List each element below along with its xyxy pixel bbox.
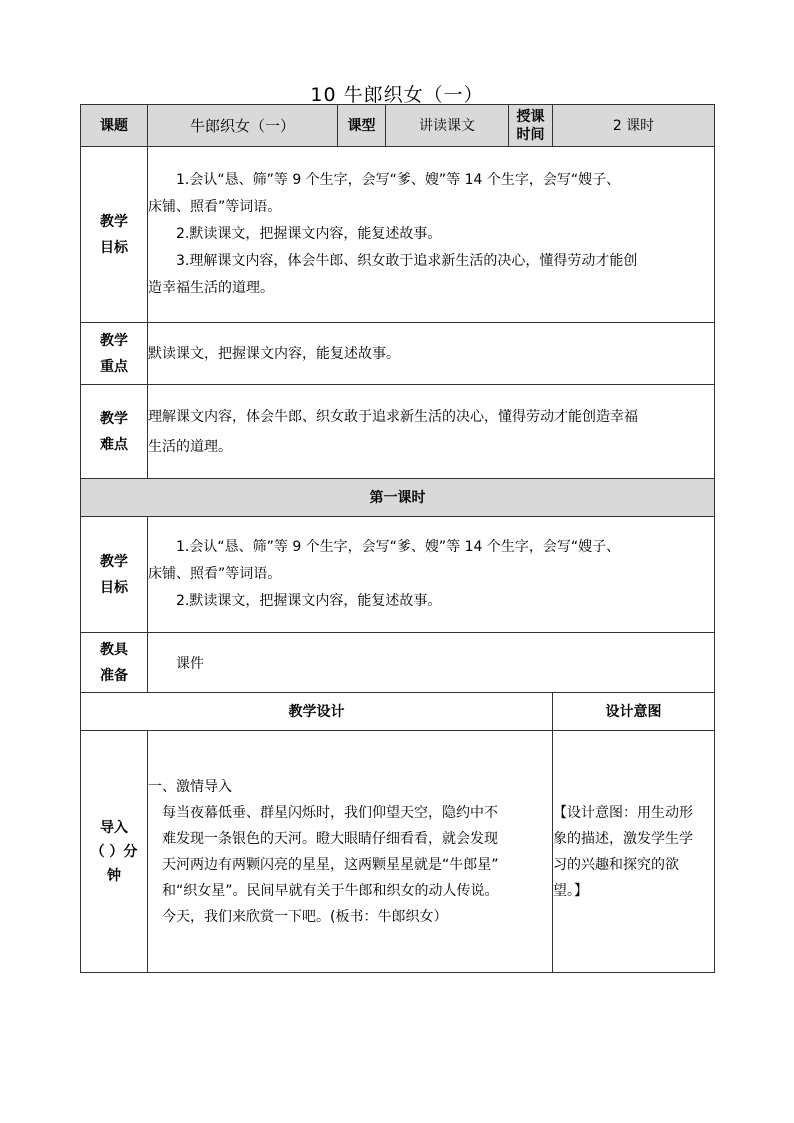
prep-label <box>81 633 148 693</box>
overview-focus-row <box>81 323 715 385</box>
intent-line: 象的描述，激发学生学 <box>553 830 693 847</box>
prep-row <box>81 633 715 693</box>
lesson-goals-label-line2: 目标 <box>100 579 128 596</box>
focus-text: 默读课文，把握课文内容，能复述故事。 <box>148 345 400 362</box>
section-title-row <box>81 479 715 517</box>
design-content <box>148 731 553 973</box>
overview-focus-label-line2: 重点 <box>100 358 128 375</box>
type-label: 课型 <box>338 105 386 147</box>
time-label-line2: 时间 <box>516 126 545 143</box>
design-line: 每当夜幕低垂、群星闪烁时，我们仰望天空，隐约中不 <box>162 804 498 821</box>
overview-difficulty-label-line1: 教学 <box>100 410 128 427</box>
goal-line: 2.默读课文，把握课文内容，能复述故事。 <box>176 226 442 242</box>
difficulty-line: 理解课文内容，体会牛郎、织女敢于追求新生活的决心，懂得劳动才能创造幸福 <box>148 408 638 425</box>
goal-line: 3.理解课文内容，体会牛郎、织女敢于追求新生活的决心，懂得劳动才能创 <box>176 253 638 269</box>
overview-goals-label <box>81 147 148 323</box>
time-label-line1: 授课 <box>516 108 545 125</box>
topic-value: 牛郎织女（一） <box>148 105 338 147</box>
overview-focus-content <box>148 323 715 385</box>
design-header: 教学设计 <box>81 693 553 731</box>
prep-content <box>148 633 715 693</box>
intro-row <box>81 731 715 973</box>
lesson-goals-label-line1: 教学 <box>100 553 128 570</box>
lesson-goals-label <box>81 517 148 633</box>
overview-goals-content <box>148 147 715 323</box>
document-title: 10 牛郎织女（一） <box>310 84 484 106</box>
intro-label-line2: （ ）分 <box>90 843 138 860</box>
design-line: 今天，我们来欣赏一下吧。(板书：牛郎织女） <box>162 908 448 925</box>
topic-label: 课题 <box>81 105 148 147</box>
intent-content <box>553 731 715 973</box>
goal-line: 造幸福生活的道理。 <box>148 280 274 296</box>
goal-line: 1.会认“恳、筛”等 9 个生字，会写“爹、嫂”等 14 个生字，会写“嫂子、 <box>176 172 621 188</box>
design-line: 难发现一条银色的天河。瞪大眼睛仔细看看，就会发现 <box>162 830 498 847</box>
overview-difficulty-label <box>81 385 148 479</box>
section-title: 第一课时 <box>81 479 715 517</box>
type-value: 讲读课文 <box>386 105 509 147</box>
overview-focus-label-line1: 教学 <box>100 332 128 349</box>
design-line: 一、激情导入 <box>148 778 232 795</box>
prep-label-line1: 教具 <box>100 641 128 658</box>
lesson-goal-line: 1.会认“恳、筛”等 9 个生字，会写“爹、嫂”等 14 个生字，会写“嫂子、 <box>176 539 621 555</box>
overview-difficulty-row <box>81 385 715 479</box>
design-header-row <box>81 693 715 731</box>
prep-label-line2: 准备 <box>100 667 128 684</box>
time-label <box>509 105 553 147</box>
lesson-goal-line: 2.默读课文，把握课文内容，能复述故事。 <box>176 593 442 609</box>
lesson-goals-content <box>148 517 715 633</box>
intent-header: 设计意图 <box>553 693 715 731</box>
intro-label <box>81 731 148 973</box>
intent-line: 【设计意图：用生动形 <box>553 804 693 821</box>
intent-line: 习的兴趣和探究的欲 <box>553 856 679 873</box>
overview-goals-label-line1: 教学 <box>100 213 128 230</box>
design-line: 天河两边有两颗闪亮的星星，这两颗星星就是“牛郎星” <box>162 856 499 873</box>
prep-text: 课件 <box>176 655 204 672</box>
overview-focus-label <box>81 323 148 385</box>
intent-line: 望。】 <box>553 882 588 899</box>
overview-goals-row <box>81 147 715 323</box>
overview-difficulty-content <box>148 385 715 479</box>
intro-label-line3: 钟 <box>107 867 121 884</box>
header-row <box>81 105 715 147</box>
intro-label-line1: 导入 <box>100 819 128 836</box>
time-value: 2 课时 <box>553 105 715 147</box>
design-line: 和“织女星”。民间早就有关于牛郎和织女的动人传说。 <box>162 882 499 899</box>
overview-goals-label-line2: 目标 <box>100 239 128 256</box>
goal-line: 床铺、照看”等词语。 <box>148 199 282 215</box>
lesson-goals-row <box>81 517 715 633</box>
lesson-plan-table <box>80 104 715 973</box>
lesson-goal-line: 床铺、照看”等词语。 <box>148 566 282 582</box>
difficulty-line: 生活的道理。 <box>148 438 232 455</box>
overview-difficulty-label-line2: 难点 <box>100 436 128 453</box>
